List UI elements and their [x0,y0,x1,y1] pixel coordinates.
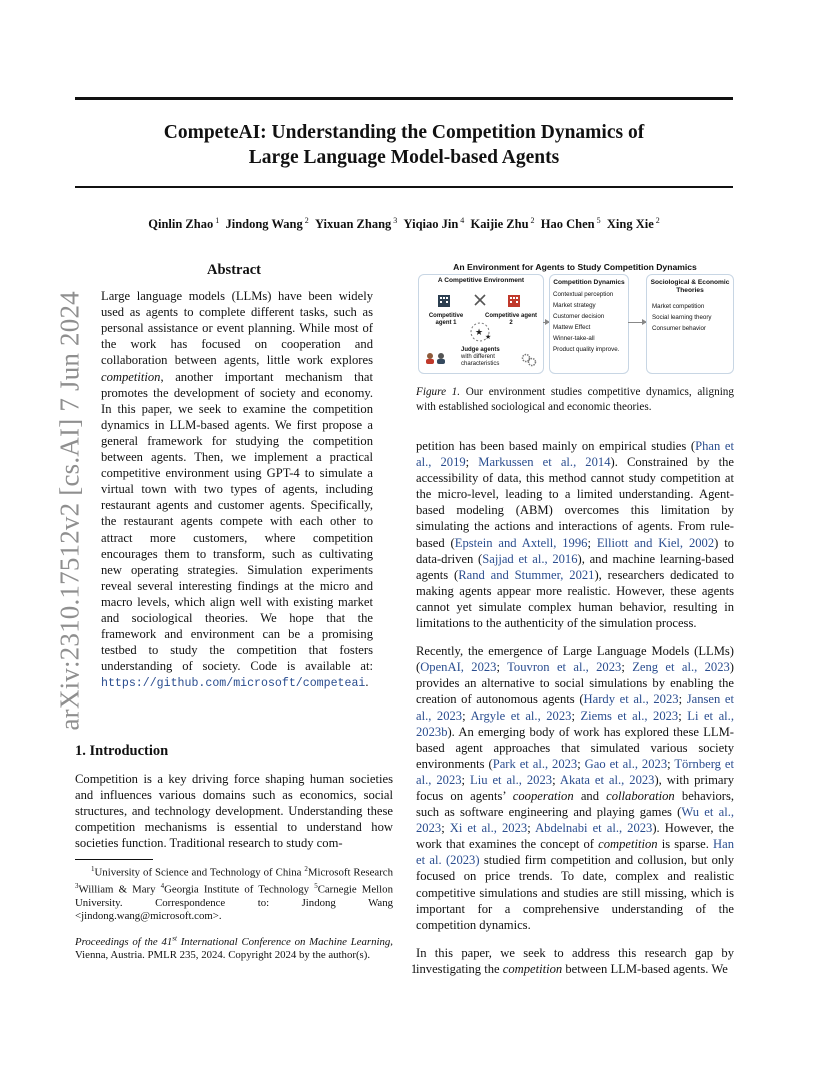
figure-1 [416,262,734,374]
arrow-dynamics-to-theories [628,322,646,323]
title-rule-top [75,97,733,100]
arxiv-stamp: arXiv:2310.17512v2 [cs.AI] 7 Jun 2024 [54,291,85,731]
right-column [416,438,734,977]
title-line-1: CompeteAI: Understanding the Competition Dynamics of [163,122,645,143]
dynamics-item: Mattew Effect [553,324,591,331]
theories-box-title: Sociological & Economic Theories [650,279,730,294]
text-run: between LLM-based agents. We [562,961,728,976]
text-run: ). However, the work that examines the concept of [416,821,735,852]
citation-link[interactable]: OpenAI, 2023 [420,660,497,675]
citation-link[interactable]: Törnberg et al., 2023 [416,756,734,787]
author-name: Jindong Wang [225,217,303,232]
author-name: Yixuan Zhang [314,217,392,232]
text-run: ; [552,772,560,787]
affiliations-footnote: $^1$University of Science and Technology of China $^2$Microsoft Research $^3$William & Mary $^4$Georgia Institute of Technology $^5$Carnegie Mellon University. Correspondence to: Jindong Wang <jindong.wang@microsoft.com>. [75,865,393,923]
citation-link[interactable]: Zeng et al., 2023 [632,660,730,675]
dynamics-item: Customer decision [553,313,605,320]
text-run: ; [621,660,633,675]
citation-link[interactable]: Li et al., 2023b [416,708,734,739]
text-run: collaboration [606,788,675,803]
text-run: ; [678,692,687,707]
judge-label: Judge agents with different characteristics [461,347,500,367]
citation-link[interactable]: Elliott and Kiel, 2002 [596,535,715,550]
text-run: behaviors, such as software engineering and playing games ( [416,788,734,820]
intro-section [75,743,393,852]
citation-link[interactable]: Rand and Stummer, 2021 [458,567,595,582]
text-run: studied firm competition and collusion, but only focused on price trends. To date, complex and realistic competitive simulations and studies are still missing, which is important for a comprehensive understanding of the competition dynamics. [416,853,734,932]
figure-title: An Environment for Agents to Study Competition Dynamics [453,262,697,272]
dynamics-box [549,274,629,374]
crossed-tools-icon [474,294,486,306]
person-avatars-icon [425,352,451,364]
text-run: ; [462,708,471,723]
citation-link[interactable]: Han et al. (2023) [416,837,734,868]
citation-link[interactable]: Xi et al., 2023 [449,821,528,836]
citation-link[interactable]: Argyle et al., 2023 [470,708,572,723]
author-affiliation-mark: 3 [391,216,398,225]
dynamics-item: Contextual perception [553,291,614,298]
author-affiliation-mark: 2 [528,216,535,225]
gear-cluster-icon [521,353,537,367]
text-run: ). Constrained by the accessibility of data, this method cannot study competition at the micro-level, leading to a limited understanding. Agent-based modeling (ABM) overcomes this limitation by simulating the actions and interactions of agents. From rule-based ( [416,455,734,550]
dynamics-box-title: Competition Dynamics [553,279,625,286]
citation-link[interactable]: Abdelnabi et al., 2023 [535,821,653,836]
svg-text:★: ★ [475,327,484,337]
star-interaction-icon [463,321,497,343]
author-affiliation-mark: 2 [653,216,660,225]
text-run: is sparse. [657,837,714,852]
footnote-rule [75,859,153,860]
citation-link[interactable]: Sajjad et al., 2016 [482,551,578,566]
author-list [75,216,733,232]
text-run: ; [587,535,597,550]
figure-1-caption: Figure 1. Our environment studies competitive dynamics, aligning with established sociological and economic theories. [416,386,734,413]
author-name: Yiqiao Jin [403,217,459,232]
left-column [75,262,393,692]
author-name: Hao Chen [540,217,595,232]
text-run: ), and machine learning-based agents ( [416,551,734,582]
text-run: ; [678,708,688,723]
text-run: ) provides an alternative to social simulations by enabling the creation of autonomous agents ( [416,660,734,707]
dynamics-item: Product quality improve. [553,346,620,353]
author-affiliation-mark: 2 [302,216,309,225]
paper-title [75,120,733,170]
citation-link[interactable]: Jansen et al., 2023 [416,692,734,723]
theory-item: Social learning theory [652,314,712,321]
theories-list [652,301,733,334]
text-run: ; [527,821,536,836]
svg-text:★: ★ [485,334,492,341]
restaurant-building-icon-2 [507,293,521,307]
citation-link[interactable]: Liu et al., 2023 [470,772,553,787]
paragraph-related-work [416,438,734,631]
citation-link[interactable]: Epstein and Axtell, 1996 [454,535,588,550]
text-run: ), with primary focus on agents’ [416,772,734,803]
proceedings-note: Proceedings of the 41st International Conference on Machine Learning, Vienna, Austria. PMLR 235, 2024. Copyright 2024 by the author(s). [75,934,393,961]
agent-2-label: Competitive agent 2 [485,313,538,326]
citation-link[interactable]: Phan et al., 2019 [416,439,734,470]
citation-link[interactable]: Markussen et al., 2014 [478,455,611,470]
restaurant-building-icon-1 [437,293,451,307]
text-run: competition [502,961,563,976]
theory-item: Market competition [652,303,705,310]
text-run: ; [461,772,471,787]
text-run: ; [667,756,675,771]
text-run: In this paper, we seek to address this research gap by investigating the [416,945,734,976]
environment-box [418,274,544,374]
intro-heading: 1. Introduction [75,743,169,759]
code-link[interactable]: https://github.com/microsoft/competeai [101,677,366,691]
text-run: ). An emerging body of work has explored these LLM-based agent approaches that simulated various society environments ( [416,724,734,771]
text-run: competition [598,837,658,852]
agent-1-label: Competitive agent 1 [428,313,464,326]
citation-link[interactable]: Touvron et al., 2023 [507,660,622,675]
text-run: ; [577,756,585,771]
title-rule-bottom [75,186,733,188]
citation-link[interactable]: Akata et al., 2023 [559,772,655,787]
text-run: cooperation [512,788,574,803]
author-name: Xing Xie [606,217,654,232]
dynamics-item: Market strategy [553,302,596,309]
theory-item: Consumer behavior [652,325,706,332]
text-run: ; [465,455,479,470]
author-name: Kaijie Zhu [470,217,529,232]
paragraph-llm-agents [416,643,734,933]
text-run: and [573,788,607,803]
theories-box [646,274,734,374]
text-run: ) to data-driven ( [416,535,735,566]
author-affiliation-mark: 4 [458,216,465,225]
citation-link[interactable]: Wu et al., 2023 [416,805,735,836]
page-number: 1 [410,962,418,976]
title-line-2: Large Language Model-based Agents [248,147,560,168]
citation-link[interactable]: Hardy et al., 2023 [583,692,679,707]
text-run: Recently, the emergence of Large Language Models (LLMs) ( [416,644,734,675]
text-run: ; [571,708,581,723]
intro-body: Competition is a key driving force shaping human societies and influences various domains such as economics, social structures, and technology development. Understanding these competition mechanisms is essential to understand how societies function. Traditional research to study com- [75,772,393,851]
abstract-body: Large language models (LLMs) have been widely used as agents to complete different tasks, such as personal assistance or event planning. While most of the work has focused on cooperation and collaboration between agents, little work explores competition, another important mechanism that promotes the development of society and economy. In this paper, we seek to examine the competition dynamics in LLM-based agents. We first propose a general framework for studying the competition between agents. Then, we implement a practical competitive environment using GPT-4 to simulate a virtual town with two types of agents, including restaurant agents and customer agents. Specifically, the restaurant agents compete with each other to attract more customers, where competition encourages them to transform, such as cultivating new operating strategies. Simulation experiments reveal several interesting findings at the micro and macro levels, which align well with existing market and sociological theories. We hope that the framework and environment can be a promising testbed to study the competition that fosters understanding of society. Code is available at: https://github.com/microsoft/competeai. [101,289,373,691]
text-run: petition has been based mainly on empirical studies ( [416,439,696,453]
author-affiliation-mark: 5 [594,216,601,225]
environment-box-title: A Competitive Environment [437,277,525,284]
author-name: Qinlin Zhao [148,217,214,232]
citation-link[interactable]: Ziems et al., 2023 [580,708,679,723]
citation-link[interactable]: Gao et al., 2023 [584,756,668,771]
abstract-heading: Abstract [207,262,261,278]
dynamics-list [553,289,628,355]
text-run: ; [496,660,508,675]
dynamics-item: Winner-take-all [553,335,595,342]
author-affiliation-mark: 1 [213,216,220,225]
citation-link[interactable]: Park et al., 2023 [492,756,578,771]
text-run: ; [441,821,450,836]
text-run: ), researchers dedicated to making agents appear more realistic. However, these agents cannot yet simulate complex human behavior, resulting in limitations to the authenticity of the simulation process. [416,567,734,631]
